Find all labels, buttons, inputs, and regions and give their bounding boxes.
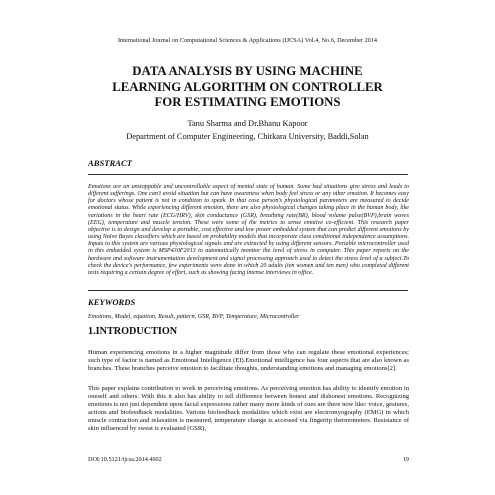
abstract-bottom-rule: [88, 290, 408, 291]
page-number: 19: [402, 456, 409, 463]
abstract-text: Emotions are an unstoppable and uncontrollable aspect of mental state of human. Some bad situations give stress and leads to different sufferings. One can't avoid situation but can have awareness when body feel stress or any other emotion. It becomes easy for doctors whose patient is not in condition to speak. In that case person's physiological parameters are measured to decide emotional status. While experiencing different emotion, there are also physiological changes taking place in the human body, like variations in the heart rate (ECG/HRV), skin conductance (GSR), breathing rate(BR), blood volume pulse(BVP),brain waves (EEG), temperature and muscle tension. These were some of the metrics to sense emotive co-efficient. This research paper objective is to design and develop a portable, cost effective and low power embedded system that can predict different emotions by using Naïve Bayes classifiers which are based on probability models that incorporate class conditional independence assumptions. Inputs to this system are various physiological signals and are extracted by using different sensors. Portable microcontroller used in this embedded system is MSP430F2013 to automatically monitor the level of stress in computer. This paper reports on the hardware and software instrumentation development and signal processing approach used to detect the stress level of a subject.To check the device's performance, few experiments were done in which 20 adults (ten women and ten men) who completed different tests requiring a certain degree of effort, such as showing facing intense interviews in office.: [88, 184, 409, 276]
keywords-text: Emotions, Model, equation, Result, pattern, GSR, BVP, Temperature, Microcontroller: [88, 313, 300, 320]
title-line: LEARNING ALGORITHM ON CONTROLLER: [112, 79, 383, 94]
intro-paragraph: This paper explains contribution to work in perceiving emotions. As perceiving emotion has ability to identify emotion in oneself and others. With this it also has ability to tell difference between honest and dishonest emotions. Recognizing emotions is not just dependent upon facial expressions rather many more kinds of cues are there now like: voice, gestures, actions and biofeedback modalities. Various biofeedback modalities which exist are electromyography (EMG) in which muscle contraction and relaxation is measured, temperature change is accessed via fingertip thermometers. Resistance of skin influenced by sweat is evaluated (GSR),: [88, 385, 409, 432]
abstract-top-rule: [88, 174, 408, 175]
author-affiliation: Department of Computer Engineering, Chitkara University, Baddi,Solan: [126, 132, 369, 141]
intro-paragraph: Human experiencing emotions in a higher magnitude differ from those who can regulate these emotional experiences; such type of factor is named as Emotional Intelligence (EI).Emotional intelligence has four aspects that are also known as branches. These branches perceive emotion to facilitate thoughts, understanding emotions and managing emotions[2].: [88, 349, 409, 372]
keywords-heading: KEYWORDS: [88, 297, 136, 307]
title-line: FOR ESTIMATING EMOTIONS: [154, 95, 341, 109]
page-footer: [88, 456, 409, 463]
doi-text: DOI:10.5121/ijcsa.2014.4602: [88, 456, 162, 463]
title-line: DATA ANALYSIS BY USING MACHINE: [132, 64, 363, 78]
section-heading-introduction: 1.INTRODUCTION: [88, 326, 178, 337]
journal-header: International Journal on Computational Sciences & Applications (IJCSA) Vol.4, No.6, December 2014: [117, 37, 378, 44]
author-names: Tanu Sharma and Dr.Bhanu Kapoor: [187, 119, 308, 128]
paper-title: [60, 64, 435, 111]
author-block: [60, 117, 435, 143]
abstract-heading: ABSTRACT: [88, 158, 132, 168]
